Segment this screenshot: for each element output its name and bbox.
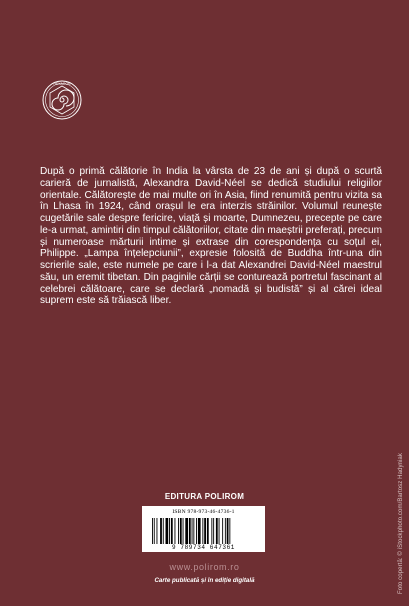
- barcode-bars: [151, 518, 257, 544]
- logo-text: HEXAGON: [53, 81, 71, 86]
- digital-edition-note: Carte publicată și în ediție digitală: [154, 577, 255, 584]
- barcode-digits: 9 789734 647361: [171, 544, 235, 551]
- photo-credit: Foto copertă: © iStockphoto.com/Bartosz Hadyniak: [398, 453, 404, 594]
- back-cover-blurb: [40, 166, 382, 307]
- isbn-barcode: [142, 506, 265, 552]
- hexagon-logo: [42, 80, 82, 120]
- blurb-text: După o primă călătorie în India la vârsta de 23 de ani și după o scurtă carieră de jurnalistă, Alexandra David-Néel se dedică studiului religiilor orientale. Călătorește de mai multe ori în Asia, fiind renumită pentru vizita sa în Lhasa în 1924, când orașul le era interzis străinilor. Volumul reunește cugetările sale despre fericire, viață și moarte, Dumnezeu, precepte pe care le-a urmat, amintiri din timpul călătoriilor, citate din maeștrii preferați, precum și numeroase mărturii intime și extrase din corespondența cu soțul ei, Philippe. „Lampa înțelepciunii”, expresie folosită de Buddha într-una din scrierile sale, este numele pe care i l-a dat Alexandrei David-Néel maestrul său, un eremit tibetan. Din paginile cărții se conturează portretul fascinant al celebrei călătoare, care se declară „nomadă și budistă” și al cărei ideal suprem este să trăiască liber.: [40, 166, 382, 307]
- publisher-name: EDITURA POLIROM: [164, 492, 245, 501]
- publisher-website[interactable]: www.polirom.ro: [169, 562, 240, 572]
- isbn-number: ISBN 978-973-46-4736-1: [172, 509, 235, 515]
